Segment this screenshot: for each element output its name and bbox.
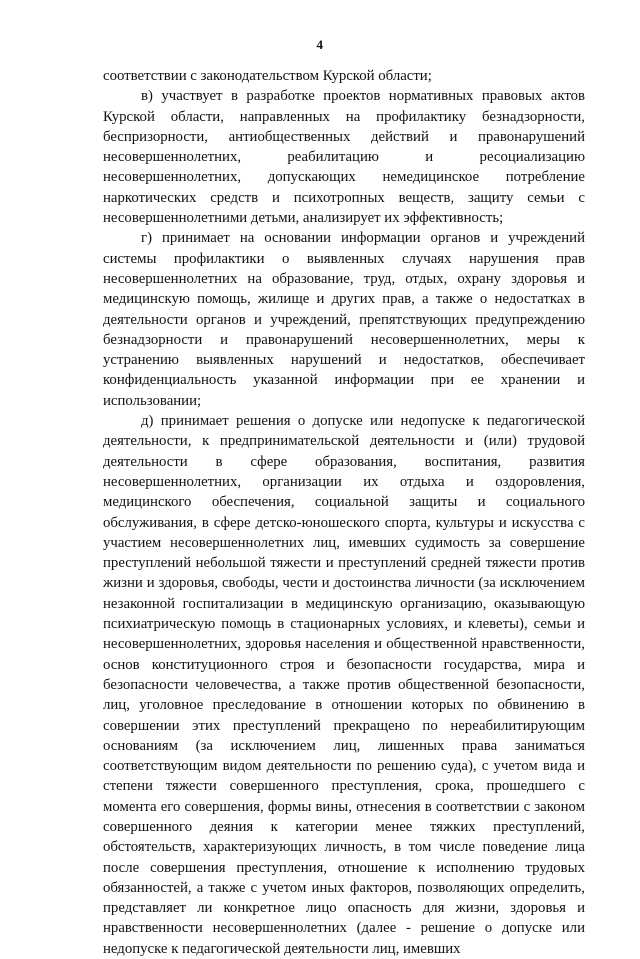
paragraph-item-g: г) принимает на основании информации органов и учреждений системы профилактики о выявленных случаях нарушения прав несовершеннолетних на образование, труд, отдых, охрану здоровья и медицинскую помощь, жилище и других прав, а также о недостатках в деятельности органов и учреждений, препятствующих предупреждению безнадзорности и правонарушений несовершеннолетних, меры к устранению выявленных нарушений и недостатков, обеспечивает конфиденциальность указанной информации при ее хранении и использовании; (103, 230, 585, 409)
paragraph-item-v: в) участвует в разработке проектов нормативных правовых актов Курской области, направленных на профилактику безнадзорности, беспризорности, антиобщественных действий и правонарушений несовершеннолетних, реабилитацию и ресоциализацию несовершеннолетних, допускающих немедицинское потребление наркотических средств и психотропных веществ, защиту семьи с несовершеннолетними детьми, анализирует их эффективность; (103, 88, 585, 227)
paragraph-continuation: соответствии с законодательством Курской области; (103, 68, 432, 84)
paragraph-item-d: д) принимает решения о допуске или недопуске к педагогической деятельности, к предпринимательской деятельности и (или) трудовой деятельности в сфере образования, воспитания, развития несовершеннолетних, организации их отдыха и оздоровления, медицинского обеспечения, социальной защиты и социального обслуживания, в сфере детско-юношеского спорта, культуры и искусства с участием несовершеннолетних лиц, имевших судимость за совершение преступлений небольшой тяжести и преступлений средней тяжести против жизни и здоровья, свободы, чести и достоинства личности (за исключением незаконной госпитализации в медицинскую организацию, оказывающую психиатрическую помощь в стационарных условиях, и клеветы), семьи и несовершеннолетних, здоровья населения и общественной нравственности, основ конституционного строя и безопасности государства, мира и безопасности человечества, а также против общественной безопасности, лиц, уголовное преследование в отношении которых по обвинению в совершении этих преступлений прекращено по нереабилитирующим основаниям (за исключением лиц, лишенных права заниматься соответствующим видом деятельности по решению суда), с учетом вида и степени тяжести совершенного преступления, срока, прошедшего с момента его совершения, формы вины, отнесения в соответствии с законом совершенного деяния к категории менее тяжких преступлений, обстоятельств, характеризующих личность, в том числе поведение лица после совершения преступления, отношение к исполнению трудовых обязанностей, а также с учетом иных факторов, позволяющих определить, представляет ли конкретное лицо опасность для жизни, здоровья и нравственности несовершеннолетних (далее - решение о допуске или недопуске к педагогической деятельности лиц, имевших (103, 413, 585, 957)
document-body (103, 66, 585, 959)
page-number: 4 (316, 37, 324, 52)
